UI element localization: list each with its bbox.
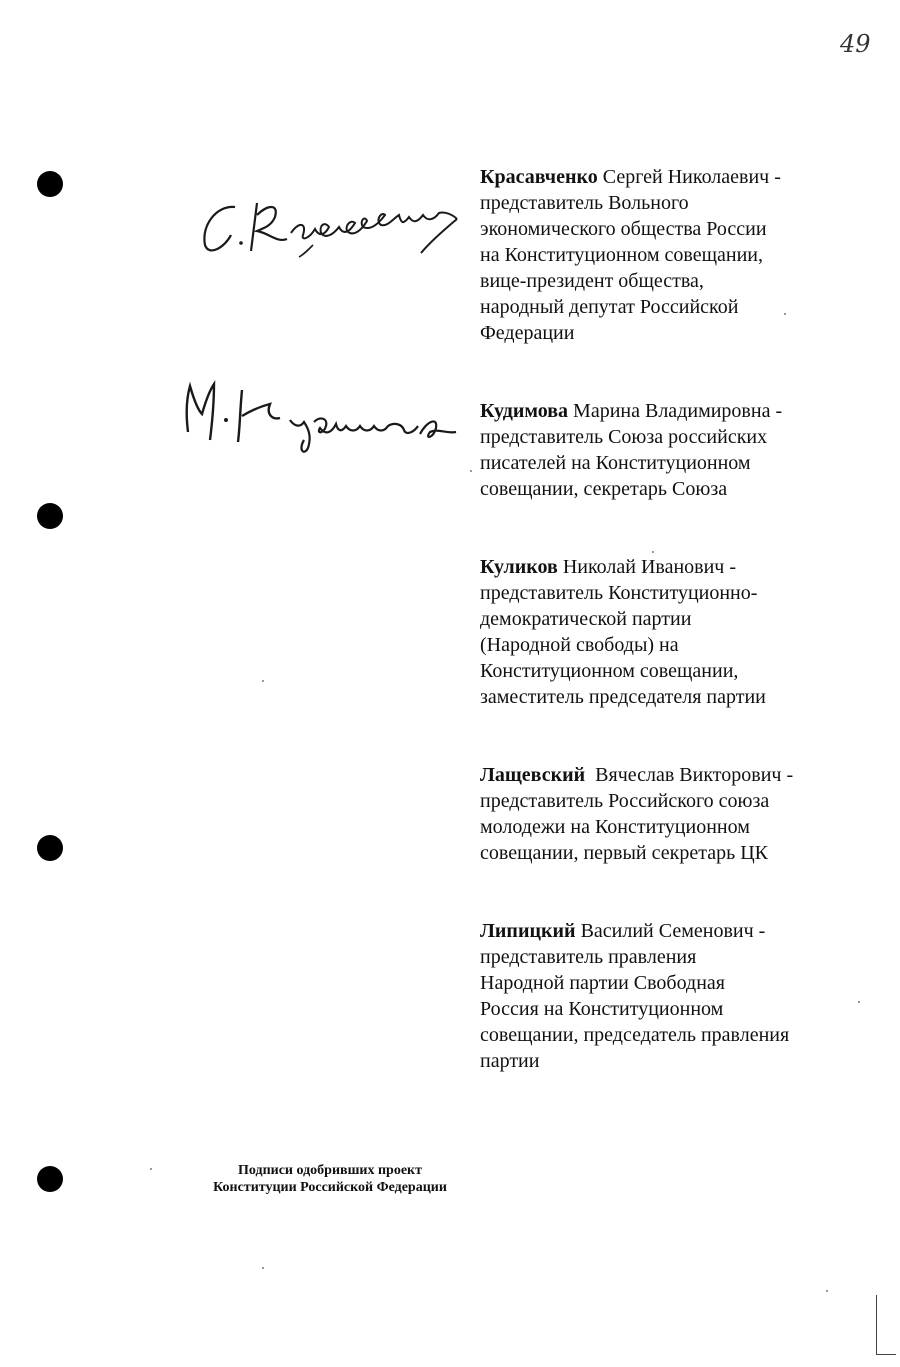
entry-line: Конституционном совещании, bbox=[480, 660, 739, 682]
entry-line: на Конституционном совещании, bbox=[480, 244, 763, 266]
entry-kulikov bbox=[480, 554, 880, 710]
punch-hole-icon bbox=[37, 1166, 63, 1192]
entry-line: партии bbox=[480, 1050, 540, 1072]
entry-name: Марина Владимировна - bbox=[568, 400, 783, 422]
entry-line: экономического общества России bbox=[480, 218, 767, 240]
entry-lipitsky bbox=[480, 918, 880, 1074]
entry-line: совещании, секретарь Союза bbox=[480, 478, 728, 500]
entry-surname: Лащевский bbox=[480, 764, 586, 786]
entry-line: представитель правления bbox=[480, 946, 697, 968]
entry-line: представитель Союза российских bbox=[480, 426, 768, 448]
entry-line: Народной партии Свободная bbox=[480, 972, 725, 994]
margin-tick bbox=[876, 1354, 896, 1355]
entry-line: демократической партии bbox=[480, 608, 692, 630]
entry-kudimova bbox=[480, 398, 880, 502]
entry-line: представитель Российского союза bbox=[480, 790, 770, 812]
punch-hole-icon bbox=[37, 835, 63, 861]
entry-surname: Красавченко bbox=[480, 166, 598, 188]
scan-speck bbox=[858, 1001, 860, 1003]
entry-line: представитель Вольного bbox=[480, 192, 689, 214]
scan-speck bbox=[262, 680, 264, 682]
entry-line: народный депутат Российской bbox=[480, 296, 739, 318]
scan-speck bbox=[784, 313, 786, 315]
entry-line: заместитель председателя партии bbox=[480, 686, 766, 708]
signatures-caption bbox=[180, 1162, 480, 1196]
entry-line: писателей на Конституционном bbox=[480, 452, 751, 474]
entry-surname: Куликов bbox=[480, 556, 558, 578]
scan-speck bbox=[150, 1168, 152, 1170]
signature-krasavchenko bbox=[195, 185, 475, 270]
entry-line: молодежи на Конституционном bbox=[480, 816, 750, 838]
punch-hole-icon bbox=[37, 503, 63, 529]
entry-line: совещании, первый секретарь ЦК bbox=[480, 842, 768, 864]
caption-line: Конституции Российской Федерации bbox=[213, 1180, 447, 1195]
entry-name: Сергей Николаевич - bbox=[597, 166, 781, 188]
entry-line: вице-президент общества, bbox=[480, 270, 704, 292]
scan-speck bbox=[826, 1290, 828, 1292]
entry-line: Россия на Конституционном bbox=[480, 998, 724, 1020]
scan-speck bbox=[262, 1267, 264, 1269]
entry-line: совещании, председатель правления bbox=[480, 1024, 790, 1046]
entry-lashchevsky bbox=[480, 762, 880, 866]
entry-name: Вячеслав Викторович - bbox=[585, 764, 794, 786]
page-number: 49 bbox=[840, 30, 871, 58]
entry-name: Василий Семенович - bbox=[575, 920, 766, 942]
signature-kudimova bbox=[180, 370, 465, 465]
entry-line: представитель Конституционно- bbox=[480, 582, 758, 604]
caption-line: Подписи одобривших проект bbox=[238, 1163, 422, 1178]
entry-surname: Липицкий bbox=[480, 920, 576, 942]
entry-surname: Кудимова bbox=[480, 400, 569, 422]
entry-krasavchenko bbox=[480, 164, 880, 346]
entry-name: Николай Иванович - bbox=[557, 556, 737, 578]
entry-line: Федерации bbox=[480, 322, 575, 344]
entry-line: (Народной свободы) на bbox=[480, 634, 679, 656]
punch-hole-icon bbox=[37, 171, 63, 197]
margin-rule bbox=[876, 1295, 877, 1355]
scan-speck bbox=[470, 470, 472, 472]
scan-speck bbox=[652, 551, 654, 553]
